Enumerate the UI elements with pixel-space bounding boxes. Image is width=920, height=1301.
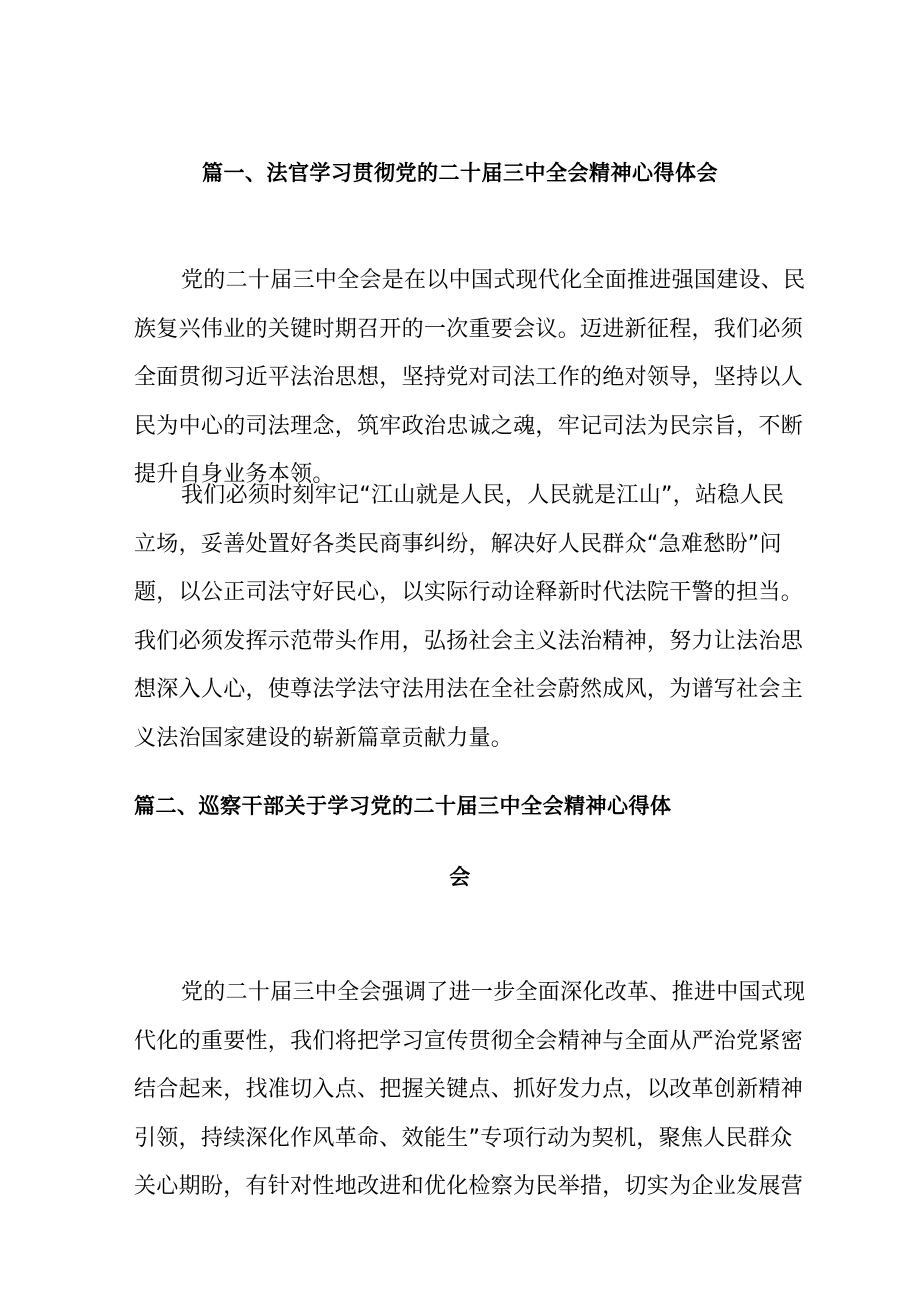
paragraph-line: 提升自身业务本领。 (134, 462, 335, 488)
paragraph-line: 关心期盼，有针对性地改进和优化检察为民举措，切实为企业发展营 (134, 1174, 804, 1200)
section1-title: 篇一、法官学习贯彻党的二十届三中全会精神心得体会 (202, 161, 718, 185)
paragraph-line: 民为中心的司法理念，筑牢政治忠诚之魂，牢记司法为民宗旨，不断 (134, 413, 804, 439)
paragraph-line: 党的二十届三中全会是在以中国式现代化全面推进强国建设、民 (181, 268, 806, 293)
paragraph-line: 我们必须时刻牢记“江山就是人民，人民就是江山”，站稳人民 (181, 483, 785, 508)
section2-title-line1: 篇二、巡察干部关于学习党的二十届三中全会精神心得体 (134, 794, 672, 818)
paragraph-line: 党的二十届三中全会强调了进一步全面深化改革、推进中国式现 (181, 980, 806, 1005)
paragraph-line: 我们必须发挥示范带头作用，弘扬社会主义法治精神，努力让法治思 (134, 628, 804, 654)
paragraph-line: 引领，持续深化作风革命、效能生”专项行动为契机，聚焦人民群众 (134, 1125, 793, 1151)
paragraph-line: 代化的重要性，我们将把学习宣传贯彻全会精神与全面从严治党紧密 (134, 1028, 804, 1054)
paragraph-line: 题，以公正司法守好民心，以实际行动诠释新时代法院干警的担当。 (134, 580, 804, 606)
section2-title-line2: 会 (449, 865, 471, 889)
section1-paragraph-1 (134, 257, 806, 500)
section2-paragraph-1 (134, 969, 806, 1212)
paragraph-line: 结合起来，找准切入点、把握关键点、抓好发力点，以改革创新精神 (134, 1077, 804, 1103)
section1-paragraph-2 (134, 472, 804, 764)
paragraph-line: 立场，妥善处置好各类民商事纠纷，解决好人民群众“急难愁盼”问 (134, 531, 782, 557)
paragraph-line: 义法治国家建设的崭新篇章贡献力量。 (134, 725, 514, 751)
paragraph-line: 族复兴伟业的关键时期召开的一次重要会议。迈进新征程，我们必须 (134, 316, 804, 342)
paragraph-line: 想深入人心，使尊法学法守法用法在全社会蔚然成风，为谱写社会主 (134, 677, 804, 703)
paragraph-line: 全面贯彻习近平法治思想，坚持党对司法工作的绝对领导，坚持以人 (134, 365, 804, 391)
